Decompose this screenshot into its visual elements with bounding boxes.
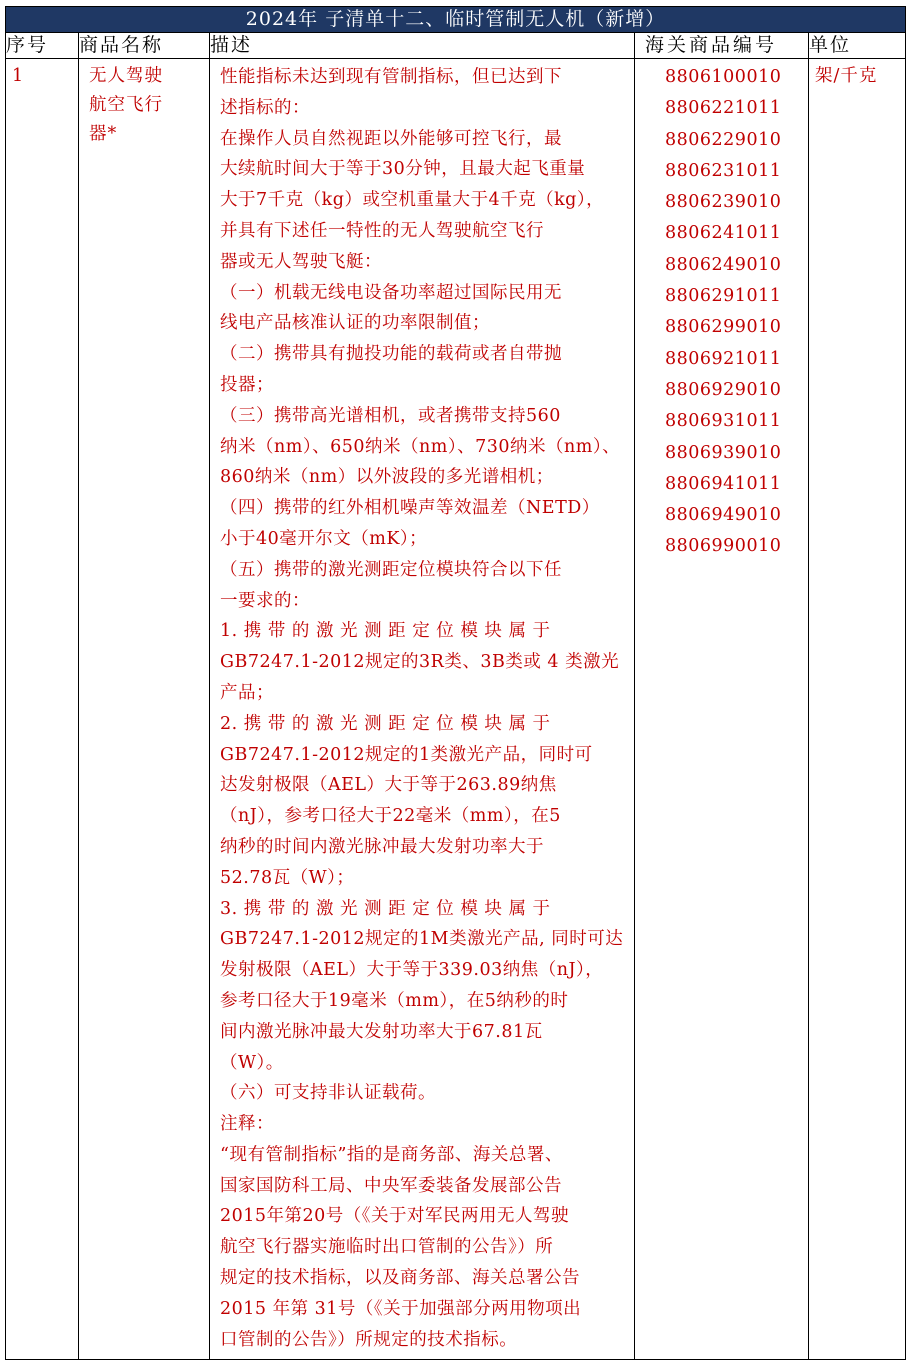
customs-code: 8806990010 [665, 536, 782, 557]
cell-unit: 架/千克 [809, 59, 906, 1360]
description-line: （W）。 [220, 1052, 284, 1073]
header-customs-code: 海关商品编号 [635, 33, 809, 59]
description-line: 一要求的： [220, 590, 310, 611]
name-line: 器* [89, 124, 118, 144]
description-line: “现有管制指标”指的是商务部、海关总署、 [220, 1144, 563, 1165]
description-line: （三）携带高光谱相机，或者携带支持560 [220, 405, 561, 426]
description-line: 1. 携 带 的 激 光 测 距 定 位 模 块 属 于 [220, 621, 551, 642]
customs-code: 8806929010 [665, 379, 782, 400]
customs-code: 8806949010 [665, 505, 782, 526]
customs-code: 8806249010 [665, 254, 782, 275]
description-line: （一）机载无线电设备功率超过国际民用无 [220, 282, 562, 303]
description-line: 大续航时间大于等于30分钟，且最大起飞重量 [220, 159, 586, 180]
description-line: 并具有下述任一特性的无人驾驶航空飞行 [220, 220, 544, 241]
customs-code: 8806939010 [665, 442, 782, 463]
description-line: 3. 携 带 的 激 光 测 距 定 位 模 块 属 于 [220, 898, 551, 919]
description-line: 52.78瓦（W）； [220, 867, 355, 888]
customs-code: 8806921011 [665, 348, 782, 369]
customs-code: 8806291011 [665, 286, 782, 307]
customs-code: 8806221011 [665, 98, 782, 119]
description-line: 在操作人员自然视距以外能够可控飞行，最 [220, 128, 562, 149]
description-line: 大于7千克（kg）或空机重量大于4千克（kg）， [220, 190, 605, 211]
header-description: 描述 [210, 33, 635, 59]
description-line: 航空飞行器实施临时出口管制的公告》）所 [220, 1237, 554, 1258]
description-line: （四）携带的红外相机噪声等效温差（NETD） [220, 498, 600, 519]
description-line: GB7247.1-2012规定的1M类激光产品, 同时可达 [220, 929, 624, 950]
customs-code: 8806299010 [665, 317, 782, 338]
cell-no: 1 [6, 59, 79, 1360]
description-line: 述指标的： [220, 97, 310, 118]
description-line: 2015年第20号（《关于对军民两用无人驾驶 [220, 1206, 570, 1227]
description-line: GB7247.1-2012规定的3R类、3B类或 4 类激光 [220, 652, 620, 673]
customs-code: 8806239010 [665, 192, 782, 213]
description-line: 性能指标未达到现有管制指标，但已达到下 [220, 67, 562, 87]
customs-code: 8806229010 [665, 129, 782, 150]
control-list-table [5, 6, 906, 1360]
description-line: 投器； [220, 374, 274, 395]
document-page [5, 6, 905, 1360]
customs-code: 8806231011 [665, 160, 782, 181]
description-line: （六）可支持非认证载荷。 [220, 1083, 436, 1104]
table-title: 2024年 子清单十二、临时管制无人机（新增） [6, 7, 906, 33]
description-line: （五）携带的激光测距定位模块符合以下任 [220, 559, 562, 580]
cell-description [210, 59, 635, 1360]
table-row [6, 59, 906, 1360]
description-line: 注释： [220, 1114, 274, 1135]
description-line: 产品； [220, 682, 274, 703]
cell-customs-codes [635, 59, 809, 1360]
description-line: （二）携带具有抛投功能的载荷或者自带抛 [220, 344, 562, 365]
header-no: 序号 [6, 33, 79, 59]
description-line: 2015 年第 31号（《关于加强部分两用物项出 [220, 1298, 582, 1319]
description-line: 参考口径大于19毫米（mm），在5纳秒的时 [220, 990, 569, 1011]
customs-code: 8806931011 [665, 411, 782, 432]
description-line: （nJ），参考口径大于22毫米（mm），在5 [220, 806, 561, 827]
header-row [6, 33, 906, 59]
name-line: 航空飞行 [89, 95, 163, 115]
description-line: 规定的技术指标，以及商务部、海关总署公告 [220, 1268, 580, 1289]
header-name: 商品名称 [79, 33, 210, 59]
customs-code: 8806100010 [665, 67, 782, 87]
name-line: 无人驾驶 [89, 66, 163, 86]
customs-code: 8806241011 [665, 223, 782, 244]
description-line: 口管制的公告》）所规定的技术指标。 [220, 1329, 518, 1350]
description-line: 2. 携 带 的 激 光 测 距 定 位 模 块 属 于 [220, 713, 551, 734]
description-line: 国家国防科工局、中央军委装备发展部公告 [220, 1175, 562, 1196]
description-line: 纳秒的时间内激光脉冲最大发射功率大于 [220, 836, 544, 857]
description-line: 860纳米（nm）以外波段的多光谱相机； [220, 467, 554, 488]
description-line: 线电产品核准认证的功率限制值； [220, 313, 490, 334]
customs-code: 8806941011 [665, 473, 782, 494]
description-line: 器或无人驾驶飞艇： [220, 251, 382, 272]
description-line: 达发射极限（AEL）大于等于263.89纳焦 [220, 775, 557, 796]
description-line: 纳米（nm）、650纳米（nm）、730纳米（nm）、 [220, 436, 621, 457]
description-line: 发射极限（AEL）大于等于339.03纳焦（nJ）， [220, 960, 604, 981]
description-line: GB7247.1-2012规定的1类激光产品，同时可 [220, 744, 593, 765]
description-line: 小于40毫开尔文（mK）； [220, 528, 428, 549]
header-unit: 单位 [809, 33, 906, 59]
cell-name [79, 59, 210, 1360]
description-line: 间内激光脉冲最大发射功率大于67.81瓦 [220, 1021, 543, 1042]
